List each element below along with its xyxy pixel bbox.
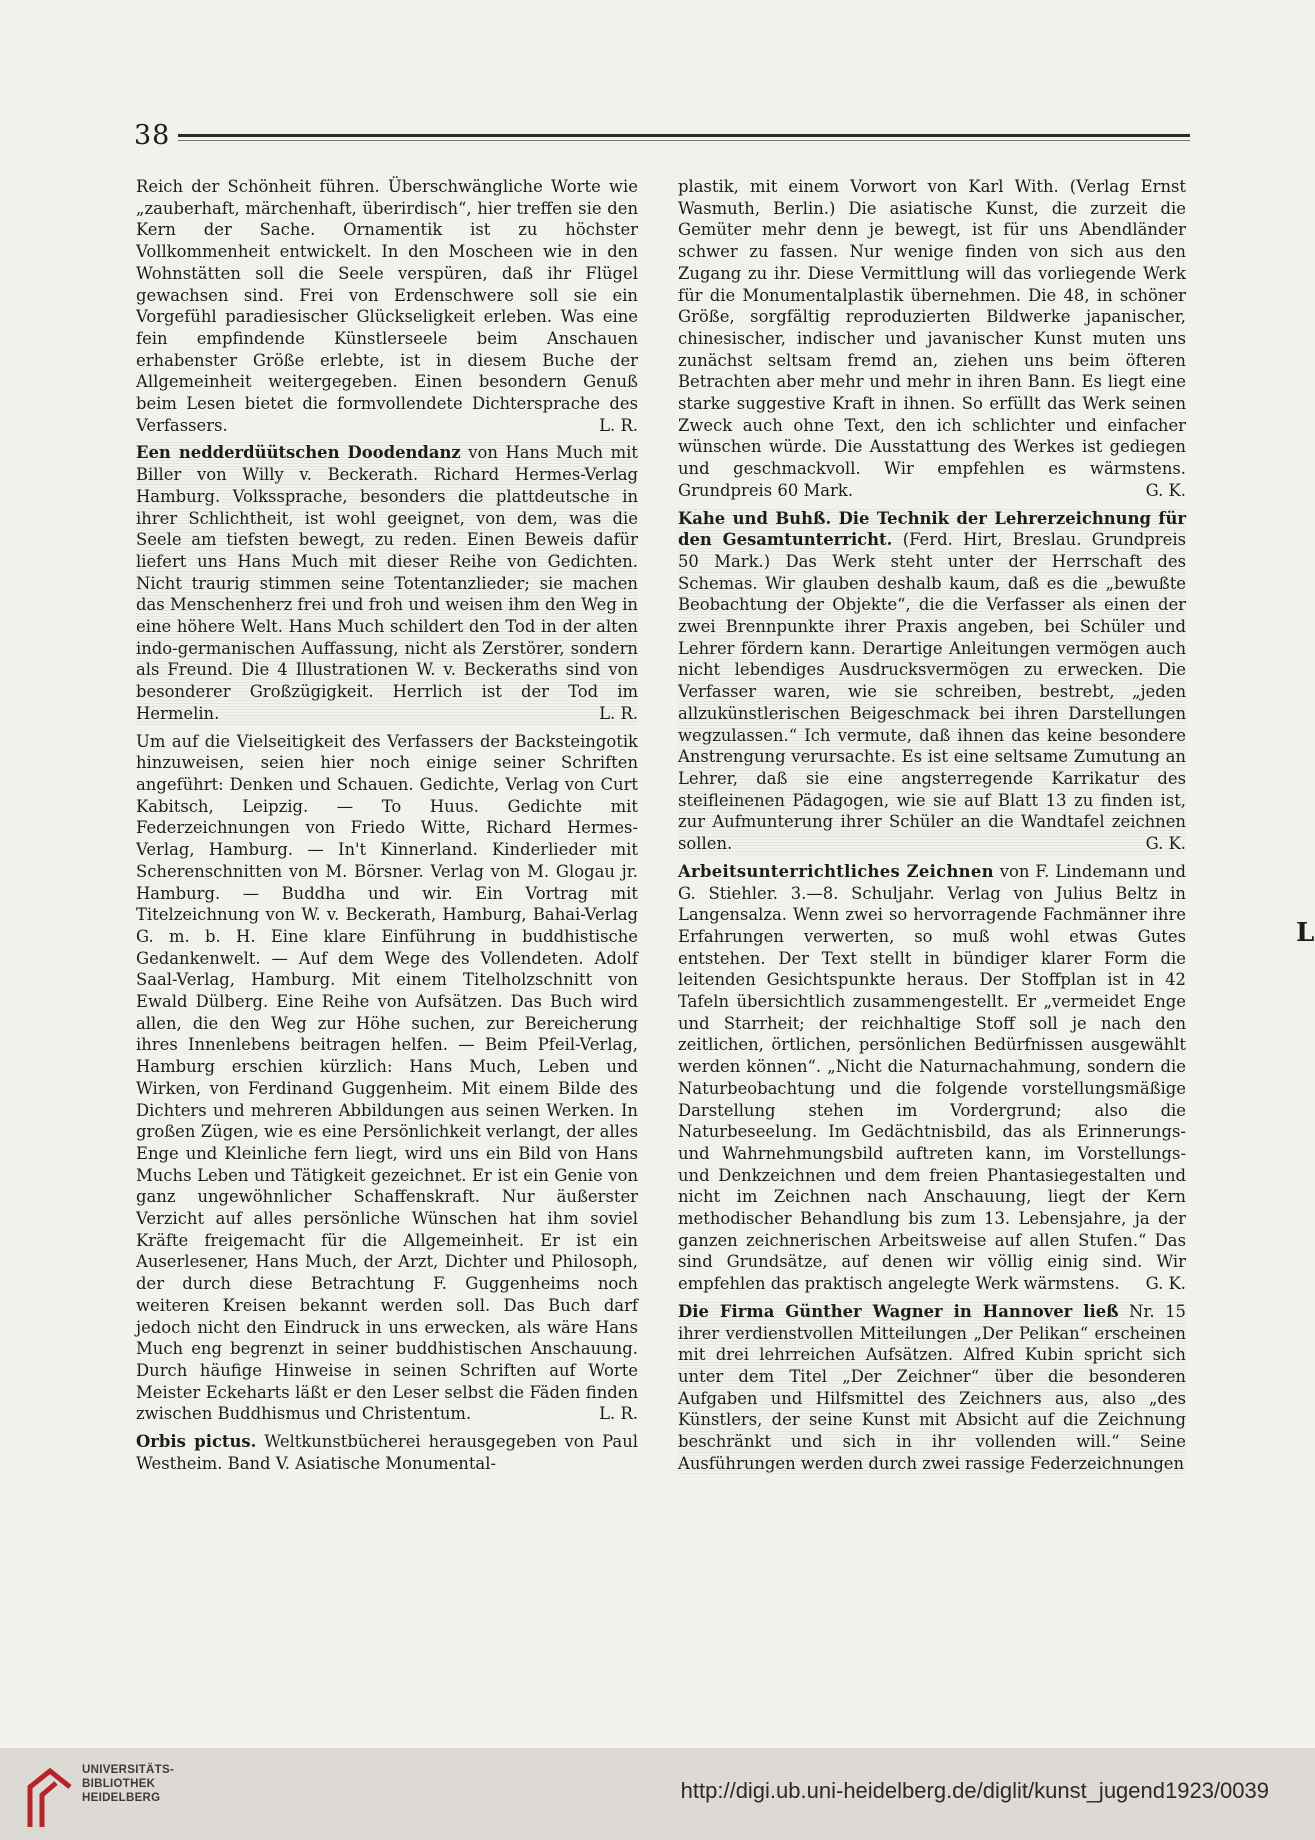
header-rule-thin — [178, 140, 1190, 141]
review-paragraph: Orbis pictus. Weltkunstbücherei herausgegeben von Paul Westheim. Band V. Asiatische Monumental- — [136, 1432, 638, 1473]
header-rule — [178, 134, 1190, 137]
left-column — [136, 176, 638, 1480]
review-paragraph: Kahe und Buhß. Die Technik der Lehrerzeichnung für den Gesamtunterricht. (Ferd. Hirt, Breslau. Grundpreis 50 Mark.) Das Werk steht unter der Herrschaft des Schemas. Wir glauben deshalb kaum, daß es die „bewußte Beobachtung der Objekte“, die die Verfasser als einen der zwei Brennpunkte ihrer Praxis angeben, bei Schüler und Lehrer fördern kann. Derartige Anleitungen vermögen auch nicht lebendiges Ausdrucksvermögen zu erwecken. Die Verfasser waren, wie sie schreiben, bestrebt, „jeden allzukünstlerischen Beigeschmack bei ihren Darstellungen wegzulassen.“ Ich vermute, daß ihnen das keine besondere Anstrengung verursachte. Es ist eine seltsame Zumutung an Lehrer, daß sie eine angsterregende Karrikatur des steifleinenen Pädagogen, wie sie auf Blatt 13 zu finden ist, zur Aufmunterung ihrer Schüler an die Wandtafel zeichnen sollen. G. K. — [678, 508, 1186, 854]
review-paragraph: Een nedderdüütschen Doodendanz von Hans Much mit Biller von Willy v. Beckerath. Richard Hermes-Verlag Hamburg. Volkssprache, besonders die plattdeutsche in ihrer Schlichtheit, ist wohl geeignet, von dem, was die Seele am tiefsten bewegt, zu reden. Einen Beweis dafür liefert uns Hans Much mit dieser Reihe von Gedichten. Nicht traurig stimmen seine Totentanzlieder; sie machen das Menschenherz frei und froh und weisen ihm den Weg in eine höhere Welt. Hans Much schildert den Tod in der alten indo-germanischen Auffassung, nicht als Zerstörer, sondern als Freund. Die 4 Illustrationen W. v. Beckeraths sind von besonderer Großzügigkeit. Herrlich ist der Tod im Hermelin. L. R. — [136, 443, 638, 723]
right-column — [678, 176, 1186, 1480]
review-paragraph: Arbeitsunterrichtliches Zeichnen von F. Lindemann und G. Stiehler. 3.—8. Schuljahr. Verlag von Julius Beltz in Langensalza. Wenn zwei so hervorragende Fachmänner ihre Erfahrungen verwerten, so muß wohl etwas Gutes entstehen. Der Text stellt in bündiger klarer Form die leitenden Gesichtspunkte heraus. Der Stoffplan ist in 42 Tafeln übersichtlich zusammengestellt. Er „vermeidet Enge und Starrheit; der reichhaltige Stoff soll je nach den zeitlichen, örtlichen, persönlichen Bedürfnissen ausgewählt werden können“. „Nicht die Naturnachahmung, sondern die Naturbeobachtung und die folgende vorstellungsmäßige Darstellung stehen im Vordergrund; also die Naturbeseelung. Im Gedächtnisbild, das als Erinnerungs- und Wahrnehmungsbild auftreten kann, im Vorstellungs- und Denkzeichnen und dem freien Phantasiegestalten und nicht im Zeichnen nach Anschauung, liegt der Kern methodischer Behandlung bis zum 13. Lebensjahre, ja der ganzen zeichnerischen Arbeitsweise auf allen Stufen.“ Das sind Grundsätze, auf denen wir völlig einig sind. Wir empfehlen das praktisch angelegte Werk wärmstens. G. K. — [678, 861, 1187, 1294]
margin-mark: L — [1296, 918, 1315, 948]
permalink-url[interactable]: http://digi.ub.uni-heidelberg.de/diglit/kunst_jugend1923/0039 — [680, 1778, 1269, 1803]
review-paragraph: plastik, mit einem Vorwort von Karl With. (Verlag Ernst Wasmuth, Berlin.) Die asiatische Kunst, die zurzeit die Gemüter mehr denn je bewegt, ist für uns Abendländer schwer zu fassen. Nur wenige finden von sich aus den Zugang zu ihr. Diese Vermittlung will das vorliegende Werk für die Monumentalplastik übernehmen. Die 48, in schöner Größe, sorgfältig reproduzierten Bildwerke japanischer, chinesischer, indischer und javanischer Kunst muten uns zunächst seltsam fremd an, ziehen uns beim öfteren Betrachten aber mehr und mehr in ihren Bann. Es liegt eine starke suggestive Kraft in ihnen. So erfüllt das Werk seinen Zweck auch ohne Text, den ich schlichter und einfacher wünschen würde. Die Ausstattung des Werkes ist gediegen und geschmackvoll. Wir empfehlen es wärmstens. Grundpreis 60 Mark. G. K. — [678, 177, 1186, 500]
review-paragraph: Um auf die Vielseitigkeit des Verfassers der Backsteingotik hinzuweisen, seien hier noch einige seiner Schriften angeführt: Denken und Schauen. Gedichte, Verlag von Curt Kabitsch, Leipzig. — To Huus. Gedichte mit Federzeichnungen von Friedo Witte, Richard Hermes-Verlag, Hamburg. — In't Kinnerland. Kinderlieder mit Scherenschnitten von M. Börsner. Verlag von M. Glogau jr. Hamburg. — Buddha und wir. Ein Vortrag mit Titelzeichnung von W. v. Beckerath, Hamburg, Bahai-Verlag G. m. b. H. Eine klare Einführung in buddhistische Gedankenwelt. — Auf dem Wege des Vollendeten. Adolf Saal-Verlag, Hamburg. Mit einem Titelholzschnitt von Ewald Dülberg. Eine Reihe von Aufsätzen. Das Buch wird allen, die den Weg zur Höhe suchen, zur Bereicherung ihres Innenlebens beitragen helfen. — Beim Pfeil-Verlag, Hamburg erschien kürzlich: Hans Much, Leben und Wirken, von Ferdinand Guggenheim. Mit einem Bilde des Dichters und mehreren Abbildungen aus seinen Werken. In großen Zügen, wie es eine Persönlichkeit verlangt, der alles Enge und Kleinliche fern liegt, wird uns ein Bild von Hans Muchs Leben und Tätigkeit gezeichnet. Er ist ein Genie von ganz ungewöhnlicher Schaffenskraft. Nur äußerster Verzicht auf alles persönliche Wünschen hat ihm soviel Kräfte freigemacht für die Allgemeinheit. Er ist ein Auserlesener, Hans Much, der Arzt, Dichter und Philosoph, der durch diese Betrachtung F. Guggenheims noch weiteren Kreisen bekannt werden soll. Das Buch darf jedoch nicht den Eindruck in uns erwecken, als wäre Hans Much eng begrenzt in seiner buddhistischen Anschauung. Durch häufige Hinweise in seinen Schriften auf Worte Meister Eckeharts läßt er den Leser selbst die Fäden finden zwischen Buddhismus und Christentum. L. R. — [136, 731, 638, 1424]
page-number: 38 — [134, 120, 171, 151]
review-paragraph: Reich der Schönheit führen. Überschwängliche Worte wie „zauberhaft, märchenhaft, überirdisch“, hier treffen sie den Kern der Sache. Ornamentik ist zu höchster Vollkommenheit entwickelt. In den Moscheen wie in den Wohnstätten soll die Seele verspüren, daß ihr Flügel gewachsen sind. Frei von Erdenschwere soll sie ein Vorgefühl paradiesischer Glückseligkeit erleben. Was eine fein empfindende Künstlerseele beim Anschauen erhabenster Größe erlebte, ist in diesem Buche der Allgemeinheit weitergegeben. Einen besondern Genuß beim Lesen bietet die formvollendete Dichtersprache des Verfassers. L. R. — [136, 177, 638, 435]
library-logo-icon — [22, 1757, 78, 1831]
review-paragraph: Die Firma Günther Wagner in Hannover ließ Nr. 15 ihrer verdienstvollen Mitteilungen „Der Pelikan“ erscheinen mit drei lehrreichen Aufsätzen. Alfred Kubin spricht sich unter dem Titel „Der Zeichner“ über die besonderen Aufgaben und Hilfsmittel des Zeichners aus, also „des Künstlers, der seine Kunst mit Absicht auf die Zeichnung beschränkt und sich in ihr vollenden will.“ Seine Ausführungen werden durch zwei rassige Federzeichnungen — [678, 1301, 1186, 1473]
library-name: UNIVERSITÄTS- BIBLIOTHEK HEIDELBERG — [82, 1764, 175, 1804]
